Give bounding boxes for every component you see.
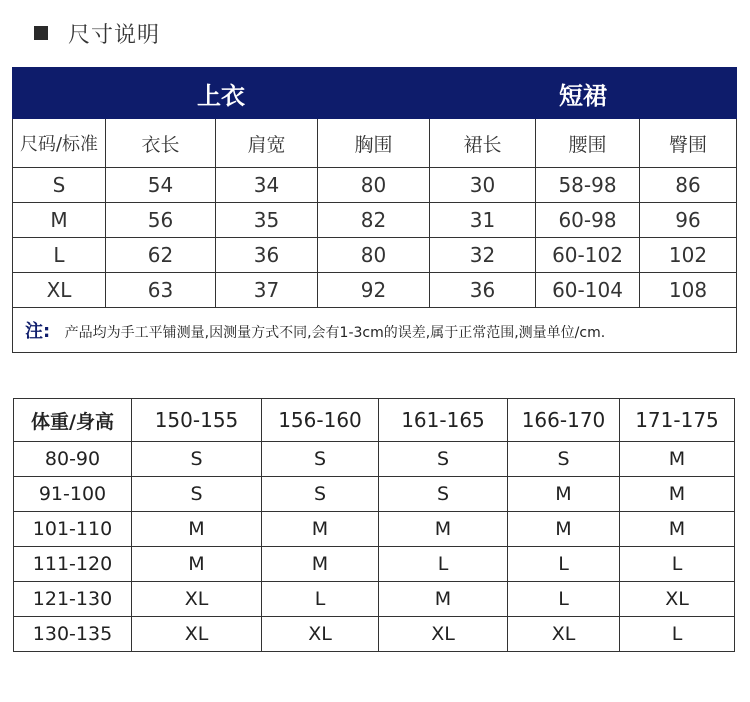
table-cell: 92 bbox=[318, 273, 430, 308]
size-cell: M bbox=[379, 512, 508, 547]
table-row bbox=[14, 547, 735, 582]
height-header: 161-165 bbox=[379, 399, 508, 442]
size-cell: M bbox=[508, 512, 620, 547]
table-cell: 56 bbox=[106, 203, 216, 238]
size-cell: S bbox=[132, 477, 262, 512]
size-cell: S bbox=[379, 442, 508, 477]
table-row bbox=[13, 273, 737, 308]
size-cell: M bbox=[132, 512, 262, 547]
table-cell: 86 bbox=[640, 168, 737, 203]
column-header: 衣长 bbox=[106, 119, 216, 168]
size-cell: XL bbox=[132, 617, 262, 652]
size-cell: L bbox=[620, 547, 735, 582]
size-cell: M bbox=[620, 512, 735, 547]
column-header: 肩宽 bbox=[216, 119, 318, 168]
size-cell: M bbox=[132, 547, 262, 582]
size-cell: XL bbox=[132, 582, 262, 617]
height-header: 171-175 bbox=[620, 399, 735, 442]
size-cell: XL bbox=[508, 617, 620, 652]
corner-header: 体重/身高 bbox=[14, 399, 132, 442]
note-label: 注: bbox=[25, 321, 51, 342]
table-row bbox=[13, 238, 737, 273]
size-cell: XL bbox=[379, 617, 508, 652]
size-cell: S bbox=[379, 477, 508, 512]
table-cell: 32 bbox=[430, 238, 536, 273]
table-cell: 60-102 bbox=[536, 238, 640, 273]
note-row bbox=[13, 308, 737, 353]
table-row bbox=[14, 617, 735, 652]
size-cell: L bbox=[508, 547, 620, 582]
table-cell: 35 bbox=[216, 203, 318, 238]
table-cell: 63 bbox=[106, 273, 216, 308]
column-header: 臀围 bbox=[640, 119, 737, 168]
table-cell: S bbox=[13, 168, 106, 203]
size-cell: M bbox=[508, 477, 620, 512]
size-table bbox=[12, 67, 737, 353]
table-cell: L bbox=[13, 238, 106, 273]
table-cell: XL bbox=[13, 273, 106, 308]
weight-cell: 121-130 bbox=[14, 582, 132, 617]
weight-cell: 101-110 bbox=[14, 512, 132, 547]
table-cell: 54 bbox=[106, 168, 216, 203]
table-row bbox=[14, 477, 735, 512]
table-cell: 34 bbox=[216, 168, 318, 203]
table-cell: 60-98 bbox=[536, 203, 640, 238]
height-header: 150-155 bbox=[132, 399, 262, 442]
table-row bbox=[14, 582, 735, 617]
table-cell: 102 bbox=[640, 238, 737, 273]
group-header-top: 上衣 bbox=[13, 68, 430, 119]
table-cell: 80 bbox=[318, 168, 430, 203]
table-cell: 30 bbox=[430, 168, 536, 203]
table-row bbox=[13, 203, 737, 238]
weight-cell: 130-135 bbox=[14, 617, 132, 652]
table-row bbox=[14, 442, 735, 477]
table-cell: 37 bbox=[216, 273, 318, 308]
size-cell: S bbox=[132, 442, 262, 477]
height-header: 156-160 bbox=[262, 399, 379, 442]
size-cell: M bbox=[262, 512, 379, 547]
size-cell: L bbox=[379, 547, 508, 582]
table-cell: 58-98 bbox=[536, 168, 640, 203]
note-text: 产品均为手工平铺测量,因测量方式不同,会有1-3cm的误差,属于正常范围,测量单位/cm. bbox=[64, 325, 606, 341]
height-header: 166-170 bbox=[508, 399, 620, 442]
table-cell: 82 bbox=[318, 203, 430, 238]
table-row bbox=[13, 168, 737, 203]
table-cell: 31 bbox=[430, 203, 536, 238]
size-cell: L bbox=[262, 582, 379, 617]
size-cell: M bbox=[620, 477, 735, 512]
column-header: 腰围 bbox=[536, 119, 640, 168]
weight-cell: 111-120 bbox=[14, 547, 132, 582]
table-cell: 108 bbox=[640, 273, 737, 308]
section-heading bbox=[34, 16, 160, 50]
weight-cell: 91-100 bbox=[14, 477, 132, 512]
square-bullet-icon bbox=[34, 26, 48, 40]
fit-table-header bbox=[14, 399, 735, 442]
size-cell: S bbox=[262, 477, 379, 512]
size-cell: L bbox=[508, 582, 620, 617]
table-cell: 80 bbox=[318, 238, 430, 273]
size-cell: S bbox=[262, 442, 379, 477]
size-cell: M bbox=[620, 442, 735, 477]
size-cell: M bbox=[379, 582, 508, 617]
table-cell: 60-104 bbox=[536, 273, 640, 308]
table-cell: 36 bbox=[216, 238, 318, 273]
table-cell: 36 bbox=[430, 273, 536, 308]
size-cell: L bbox=[620, 617, 735, 652]
table-cell: M bbox=[13, 203, 106, 238]
size-cell: XL bbox=[620, 582, 735, 617]
size-table-group-header bbox=[13, 68, 737, 119]
group-header-skirt: 短裙 bbox=[430, 68, 737, 119]
fit-table bbox=[13, 398, 735, 652]
size-cell: M bbox=[262, 547, 379, 582]
size-cell: S bbox=[508, 442, 620, 477]
table-cell: 62 bbox=[106, 238, 216, 273]
table-cell: 96 bbox=[640, 203, 737, 238]
table-row bbox=[14, 512, 735, 547]
column-header: 胸围 bbox=[318, 119, 430, 168]
section-title: 尺寸说明 bbox=[68, 22, 161, 48]
size-table-column-header bbox=[13, 119, 737, 168]
weight-cell: 80-90 bbox=[14, 442, 132, 477]
note-cell bbox=[13, 308, 737, 353]
column-header: 裙长 bbox=[430, 119, 536, 168]
size-cell: XL bbox=[262, 617, 379, 652]
column-header: 尺码/标准 bbox=[13, 119, 106, 168]
